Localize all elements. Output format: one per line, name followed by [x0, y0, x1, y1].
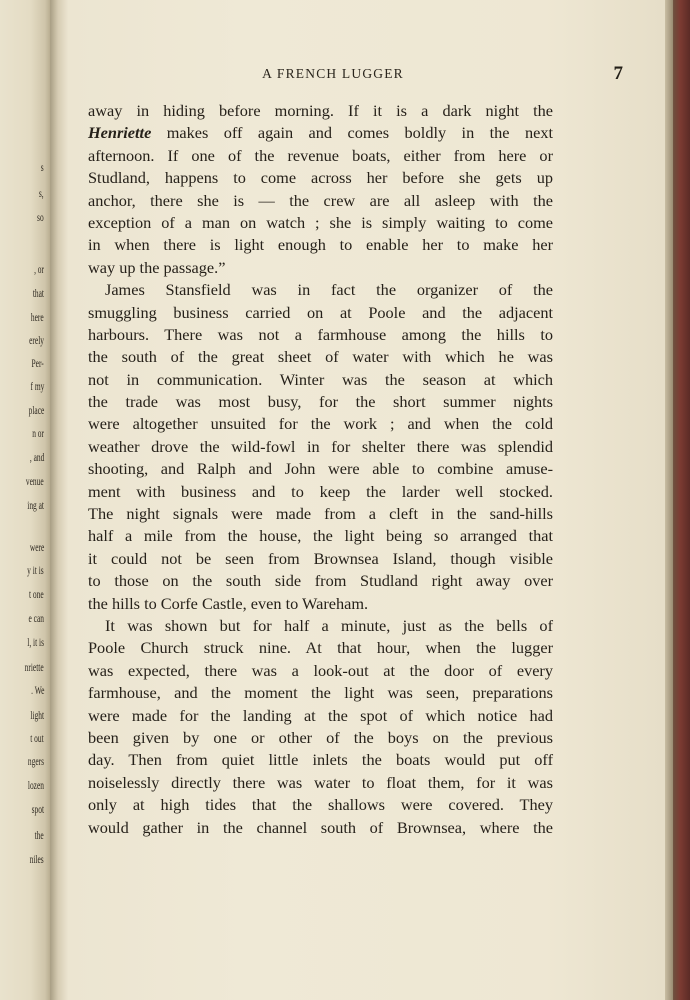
line-text: ment with business and to keep the larder well stocked.	[88, 481, 553, 501]
facing-page-fragment: spot	[31, 802, 44, 816]
line-text: afternoon. If one of the revenue boats, either from here or	[88, 145, 553, 165]
text-line	[88, 212, 553, 234]
text-line	[88, 615, 553, 637]
facing-page-fragment: . We	[30, 683, 44, 697]
text-line	[88, 481, 553, 503]
facing-page-fragment: ing at	[27, 498, 44, 512]
text-line	[88, 503, 553, 525]
text-line	[88, 436, 553, 458]
line-text: was expected, there was a look-out at the door of every	[88, 660, 553, 680]
text-line	[88, 794, 553, 816]
facing-page-fragment: , and	[29, 450, 44, 464]
text-line	[88, 369, 553, 391]
facing-page-fragment: place	[28, 403, 44, 417]
line-text: The night signals were made from a cleft in the sand-hills	[88, 504, 553, 524]
line-text: smuggling business carried on at Poole and the adjacent	[88, 302, 553, 322]
text-line	[88, 570, 553, 592]
line-text: anchor, there she is — the crew are all asleep with the	[88, 190, 553, 210]
text-line	[88, 749, 553, 771]
line-text: noiselessly directly there was water to float them, for it was	[88, 772, 553, 792]
line-text: were made for the landing at the spot of which notice had	[88, 705, 553, 725]
line-text: James Stansfield was in fact the organizer of the	[105, 280, 553, 300]
text-line	[88, 122, 553, 144]
line-text: harbours. There was not a farmhouse among the hills to	[88, 324, 553, 344]
facing-page-fragment: niles	[29, 852, 44, 866]
line-text: would gather in the channel south of Brownsea, where the	[88, 817, 553, 837]
facing-page-fragment: venue	[26, 474, 44, 488]
text-line	[88, 302, 553, 324]
facing-page-fragment: lozen	[27, 778, 44, 792]
text-line	[88, 458, 553, 480]
line-text: half a mile from the house, the light being so arranged that	[88, 526, 553, 546]
line-text: to those on the south side from Studland right away over	[88, 571, 553, 591]
facing-page-edge	[0, 0, 50, 1000]
text-line	[88, 234, 553, 256]
line-text: makes off again and comes boldly in the next	[151, 123, 553, 143]
text-line	[88, 772, 553, 794]
line-text: in when there is light enough to enable her to make her	[88, 235, 553, 255]
facing-page-fragment: t out	[30, 731, 44, 745]
facing-page-fragment: here	[31, 310, 44, 324]
book-page	[68, 0, 665, 1000]
running-title: A FRENCH LUGGER	[262, 66, 404, 81]
line-text: it could not be seen from Brownsea Island, though visible	[88, 548, 553, 568]
text-line	[88, 145, 553, 167]
line-text: weather drove the wild-fowl in for shelter there was splendid	[88, 436, 553, 456]
page-gutter	[50, 0, 68, 1000]
text-line	[88, 257, 553, 279]
facing-page-fragment: t one	[29, 587, 44, 601]
facing-page-fragment: nriette	[24, 660, 44, 674]
page-number: 7	[613, 63, 623, 84]
line-text: the south of the great sheet of water with which he was	[88, 347, 553, 367]
line-text: Studland, happens to come across her before she gets up	[88, 168, 553, 188]
body-text	[88, 100, 553, 839]
facing-page-fragment: the	[34, 828, 44, 842]
facing-page-fragment: s,	[39, 186, 44, 200]
facing-page-fragment: were	[29, 540, 44, 554]
facing-page-fragment: l, it is	[27, 635, 44, 649]
text-line	[88, 548, 553, 570]
text-line	[88, 391, 553, 413]
line-text: the hills to Corfe Castle, even to Wareham.	[88, 593, 369, 613]
line-text: day. Then from quiet little inlets the boats would put off	[88, 750, 553, 770]
line-text: exception of a man on watch ; she is simply waiting to come	[88, 212, 553, 232]
text-line	[88, 190, 553, 212]
line-text: away in hiding before morning. If it is a dark night the	[88, 101, 553, 120]
facing-page-fragment: erely	[29, 333, 44, 347]
facing-page-fragment: y it is	[27, 563, 44, 577]
line-text: Poole Church struck nine. At that hour, when the lugger	[88, 638, 553, 658]
facing-page-fragment: e can	[28, 611, 44, 625]
text-line	[88, 705, 553, 727]
text-line	[88, 637, 553, 659]
facing-page-fragment: light	[30, 708, 44, 722]
text-line	[88, 817, 553, 839]
facing-page-fragment: Per-	[31, 356, 44, 370]
book-cover-edge	[665, 0, 690, 1000]
line-text: the trade was most busy, for the short summer nights	[88, 392, 553, 412]
facing-page-fragment: ngers	[27, 754, 44, 768]
text-line	[88, 413, 553, 435]
line-text: were altogether unsuited for the work ; and when the cold	[88, 414, 553, 434]
text-line	[88, 525, 553, 547]
line-text: shooting, and Ralph and John were able to combine amuse-	[88, 459, 553, 479]
facing-page-fragment: that	[32, 286, 44, 300]
facing-page-fragment: n or	[32, 426, 44, 440]
text-line	[88, 167, 553, 189]
facing-page-fragment: so	[37, 210, 44, 224]
facing-page-fragment: f my	[30, 379, 44, 393]
line-text: farmhouse, and the moment the light was seen, preparations	[88, 683, 553, 703]
line-text: It was shown but for half a minute, just as the bells of	[105, 615, 553, 635]
running-head	[68, 64, 665, 86]
text-line	[88, 279, 553, 301]
line-text: way up the passage.”	[88, 257, 226, 277]
text-line	[88, 100, 553, 122]
line-text: been given by one or other of the boys on the previous	[88, 727, 553, 747]
text-line	[88, 660, 553, 682]
text-line	[88, 346, 553, 368]
ship-name: Henriette	[88, 123, 152, 143]
facing-page-fragment: s	[41, 160, 44, 174]
text-line	[88, 324, 553, 346]
text-line	[88, 682, 553, 704]
text-line	[88, 727, 553, 749]
facing-page-fragment: , or	[34, 262, 44, 276]
line-text: only at high tides that the shallows were covered. They	[88, 795, 553, 815]
text-line	[88, 593, 553, 615]
line-text: not in communication. Winter was the season at which	[88, 369, 553, 389]
